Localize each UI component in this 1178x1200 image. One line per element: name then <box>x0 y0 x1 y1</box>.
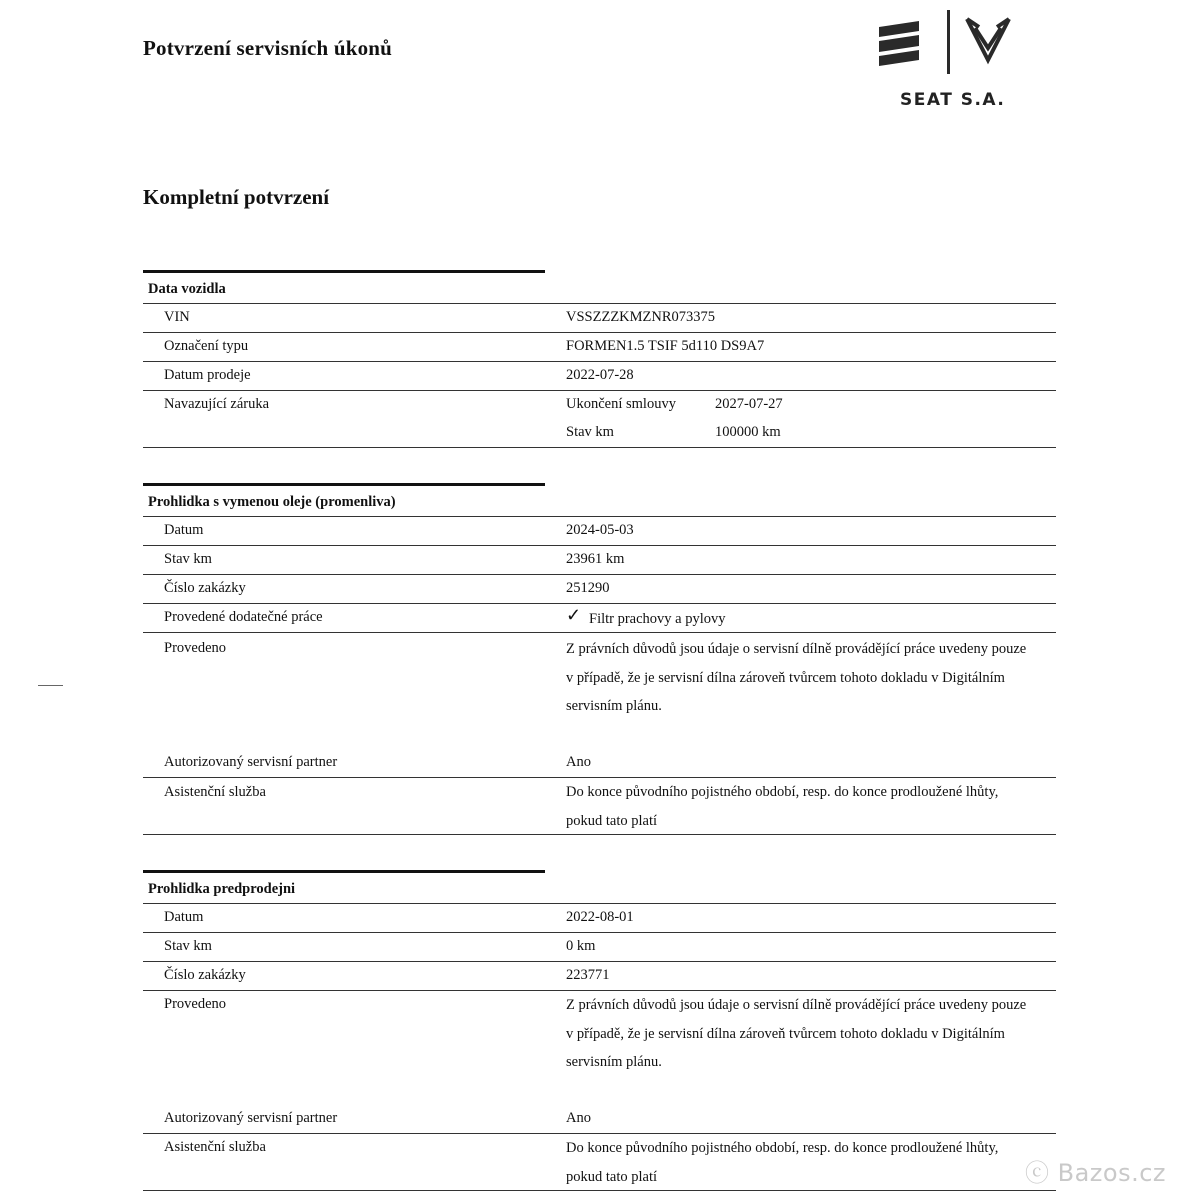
presale-performed-label: Provedeno <box>164 996 227 1012</box>
presale-order-label: Číslo zakázky <box>164 967 246 983</box>
row-divider <box>143 332 1056 333</box>
presale-km-value: 0 km <box>566 938 596 954</box>
type-label: Označení typu <box>164 338 249 354</box>
warranty-km-label: Stav km <box>566 424 614 440</box>
oil-date-value: 2024-05-03 <box>566 522 634 538</box>
section-rule <box>143 483 545 486</box>
presale-order-value: 223771 <box>566 967 610 983</box>
oil-extra-label: Provedené dodatečné práce <box>164 609 323 625</box>
sale-date-value: 2022-07-28 <box>566 367 634 383</box>
text-line: Do konce původního pojistného období, resp. do konce prodloužené lhůty, <box>566 1140 999 1156</box>
text-line: servisním plánu. <box>566 1054 662 1070</box>
presale-assist-label: Asistenční služba <box>164 1139 266 1155</box>
oil-date-label: Datum <box>164 522 204 538</box>
text-line: servisním plánu. <box>566 698 662 714</box>
bazos-watermark: ⓒ Bazos.cz <box>1024 1159 1166 1187</box>
row-divider <box>143 603 1056 604</box>
warranty-label: Navazující záruka <box>164 396 270 412</box>
oil-service-heading: Prohlidka s vymenou oleje (promenliva) <box>148 494 396 510</box>
text-line: v případě, že je servisní dílna zároveň tvůrcem tohoto dokladu v Digitálním <box>566 1025 1005 1042</box>
oil-performed-label: Provedeno <box>164 640 227 656</box>
section-title: Kompletní potvrzení <box>143 185 330 209</box>
text-line: pokud tato platí <box>566 1168 658 1185</box>
section-rule <box>143 870 545 873</box>
row-divider <box>143 632 1056 633</box>
row-divider <box>143 932 1056 933</box>
row-divider <box>143 516 1056 517</box>
watermark-text: Bazos.cz <box>1057 1159 1166 1187</box>
row-divider <box>143 545 1056 546</box>
checkmark-icon: ✓ <box>566 605 582 625</box>
vin-value: VSSZZZKMZNR073375 <box>566 309 716 325</box>
presale-partner-value: Ano <box>566 1110 591 1126</box>
presale-partner-label: Autorizovaný servisní partner <box>164 1110 338 1126</box>
row-divider <box>143 361 1056 362</box>
text-line: Do konce původního pojistného období, resp. do konce prodloužené lhůty, <box>566 784 999 800</box>
text-line: pokud tato platí <box>566 812 658 829</box>
row-divider <box>143 303 1056 304</box>
presale-date-value: 2022-08-01 <box>566 909 634 925</box>
presale-date-label: Datum <box>164 909 204 925</box>
logo-caption: SEAT S.A. <box>900 90 1006 110</box>
oil-extra-value: Filtr prachovy a pylovy <box>589 611 726 627</box>
text-line: Z právních důvodů jsou údaje o servisní dílně provádějící práce uvedeny pouze <box>566 997 1027 1013</box>
row-divider <box>143 447 1056 448</box>
oil-km-value: 23961 km <box>566 551 625 567</box>
cupra-logo-icon <box>967 19 1009 60</box>
scan-mark <box>38 685 63 686</box>
row-divider <box>143 390 1056 391</box>
vin-label: VIN <box>164 309 190 325</box>
contract-end-label: Ukončení smlouvy <box>566 396 676 412</box>
row-divider <box>143 834 1056 835</box>
presale-assist-text <box>566 1134 1056 1191</box>
text-line: Z právních důvodů jsou údaje o servisní dílně provádějící práce uvedeny pouze <box>566 641 1027 657</box>
sale-date-label: Datum prodeje <box>164 367 251 383</box>
document-title: Potvrzení servisních úkonů <box>143 36 393 60</box>
seat-cupra-logo-icon <box>875 8 1025 88</box>
section-rule <box>143 270 545 273</box>
seat-logo-icon <box>879 21 919 66</box>
row-divider <box>143 903 1056 904</box>
text-line: v případě, že je servisní dílna zároveň tvůrcem tohoto dokladu v Digitálním <box>566 669 1005 686</box>
presale-km-label: Stav km <box>164 938 212 954</box>
oil-order-value: 251290 <box>566 580 610 596</box>
oil-performed-text <box>566 635 1056 721</box>
row-divider <box>143 1190 1056 1191</box>
oil-assist-text <box>566 778 1056 835</box>
vehicle-heading: Data vozidla <box>148 281 226 297</box>
type-value: FORMEN1.5 TSIF 5d110 DS9A7 <box>566 338 765 354</box>
oil-assist-label: Asistenční služba <box>164 784 266 800</box>
row-divider <box>143 961 1056 962</box>
oil-order-label: Číslo zakázky <box>164 580 246 596</box>
oil-km-label: Stav km <box>164 551 212 567</box>
presale-performed-text <box>566 991 1056 1077</box>
presale-heading: Prohlidka predprodejni <box>148 881 296 897</box>
warranty-km-value: 100000 km <box>715 424 781 440</box>
row-divider <box>143 574 1056 575</box>
contract-end-value: 2027-07-27 <box>715 396 783 412</box>
brand-logo <box>875 8 1025 118</box>
oil-partner-value: Ano <box>566 754 591 770</box>
oil-partner-label: Autorizovaný servisní partner <box>164 754 338 770</box>
